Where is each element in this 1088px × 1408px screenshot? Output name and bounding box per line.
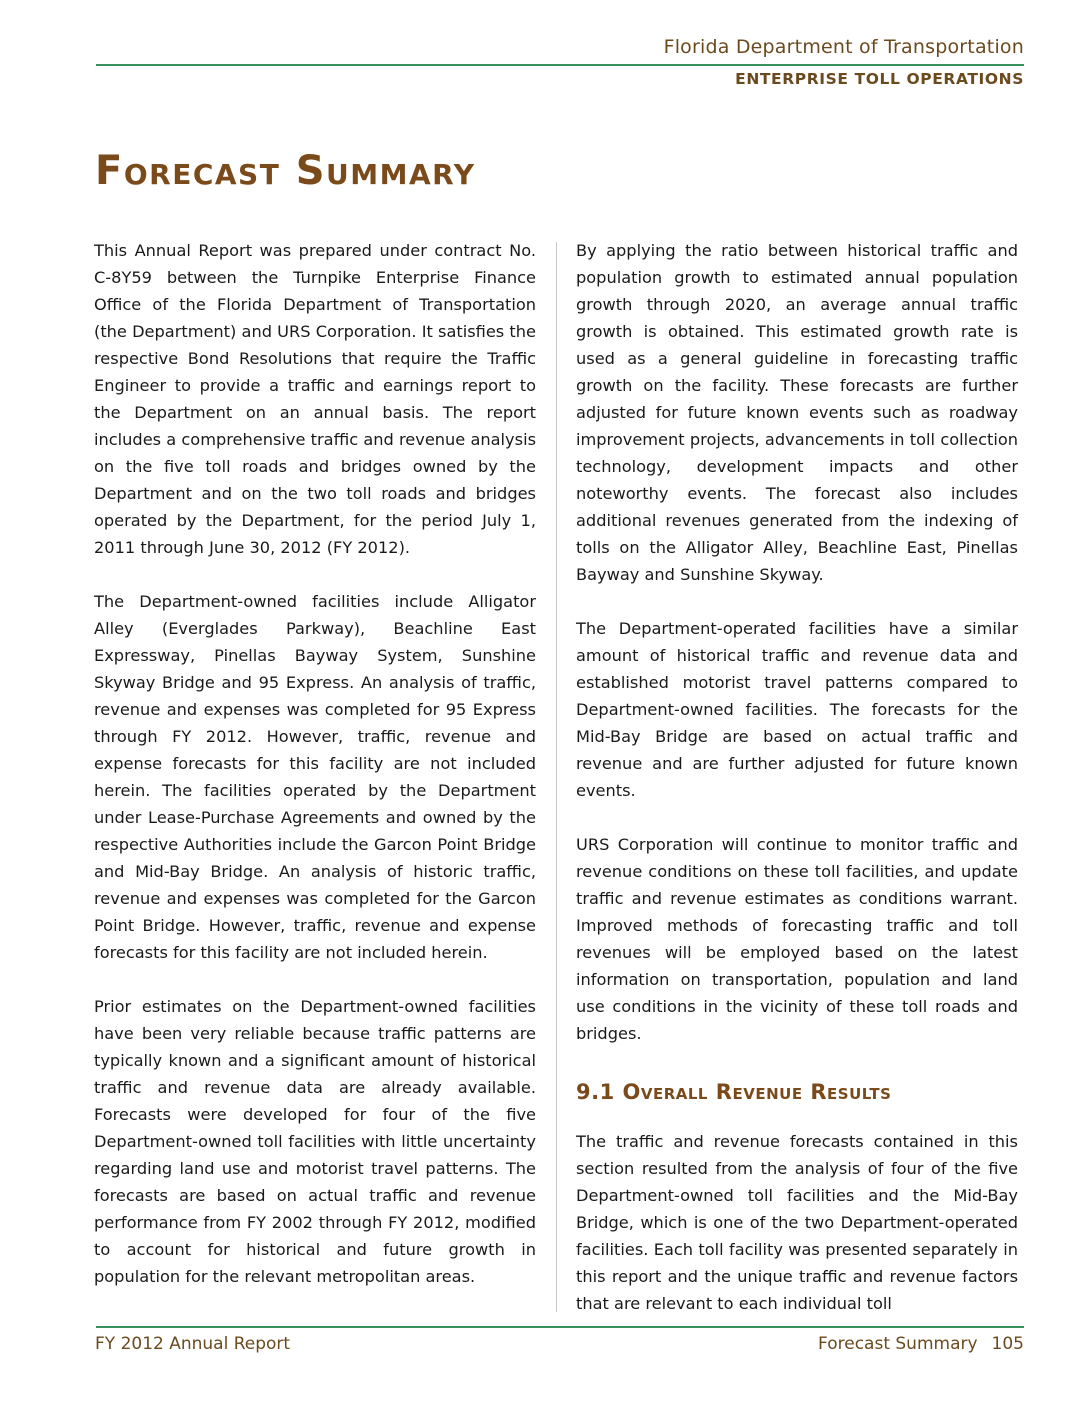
header-division: ENTERPRISE TOLL OPERATIONS [735,70,1024,88]
right-column [576,237,1018,1344]
paragraph: Prior estimates on the Department-owned facilities have been very reliable because traffic patterns are typically known and a significant amount of historical traffic and revenue data are already available. Forecasts were developed for four of the five Department-owned toll facilities with little uncertainty regarding land use and motorist travel patterns. The forecasts are based on actual traffic and revenue performance from FY 2002 through FY 2012, modified to account for historical and future growth in population for the relevant metropolitan areas. [94,997,536,1286]
footer-report-title: FY 2012 Annual Report [95,1334,291,1354]
paragraph: The Department-owned facilities include Alligator Alley (Everglades Parkway), Beachline East Expressway, Pinellas Bayway System, Sunshine Skyway Bridge and 95 Express. An analysis of traffic, revenue and expenses was completed for 95 Express through FY 2012. However, traffic, revenue and expense forecasts for this facility are not included herein. The facilities operated by the Department under Lease-Purchase Agreements and owned by the respective Authorities include the Garcon Point Bridge and Mid-Bay Bridge. An analysis of historic traffic, revenue and expenses was completed for the Garcon Point Bridge. However, traffic, revenue and expense forecasts for this facility are not included herein. [94,592,536,962]
column-divider [556,242,557,1312]
footer-section-name: Forecast Summary [818,1334,978,1354]
page-number: 105 [991,1334,1024,1354]
header-rule [96,64,1024,66]
page-title: Forecast Summary [95,148,476,194]
footer-section [818,1334,1024,1354]
paragraph: By applying the ratio between historical traffic and population growth to estimated annual population growth through 2020, an average annual traffic growth is obtained. This estimated growth rate is used as a general guideline in forecasting traffic growth on the facility. These forecasts are further adjusted for future known events such as roadway improvement projects, advancements in toll collection technology, development impacts and other noteworthy events. The forecast also includes additional revenues generated from the indexing of tolls on the Alligator Alley, Beachline East, Pinellas Bayway and Sunshine Skyway. [576,241,1018,584]
paragraph: This Annual Report was prepared under contract No. C-8Y59 between the Turnpike Enterprise Finance Office of the Florida Department of Transportation (the Department) and URS Corporation. It satisfies the respective Bond Resolutions that require the Traffic Engineer to provide a traffic and earnings report to the Department on an annual basis. The report includes a comprehensive traffic and revenue analysis on the five toll roads and bridges owned by the Department and on the two toll roads and bridges operated by the Department, for the period July 1, 2011 through June 30, 2012 (FY 2012). [94,241,536,557]
paragraph: The Department-operated facilities have a similar amount of historical traffic and revenue data and established motorist travel patterns compared to Department-owned facilities. The forecasts for the Mid-Bay Bridge are based on actual traffic and revenue and are further adjusted for future known events. [576,619,1018,800]
paragraph: The traffic and revenue forecasts contained in this section resulted from the analysis of four of the five Department-owned toll facilities and the Mid-Bay Bridge, which is one of the two Department-operated facilities. Each toll facility was presented separately in this report and the unique traffic and revenue factors that are relevant to each individual toll [576,1132,1018,1313]
section-heading: 9.1 Overall Revenue Results [576,1080,892,1104]
left-column [94,237,536,1317]
header-department: Florida Department of Transportation [663,36,1024,58]
paragraph: URS Corporation will continue to monitor traffic and revenue conditions on these toll facilities, and update traffic and revenue estimates as conditions warrant. Improved methods of forecasting traffic and toll revenues will be employed based on the latest information on transportation, population and land use conditions in the vicinity of these toll roads and bridges. [576,835,1018,1043]
footer-rule [96,1326,1024,1328]
